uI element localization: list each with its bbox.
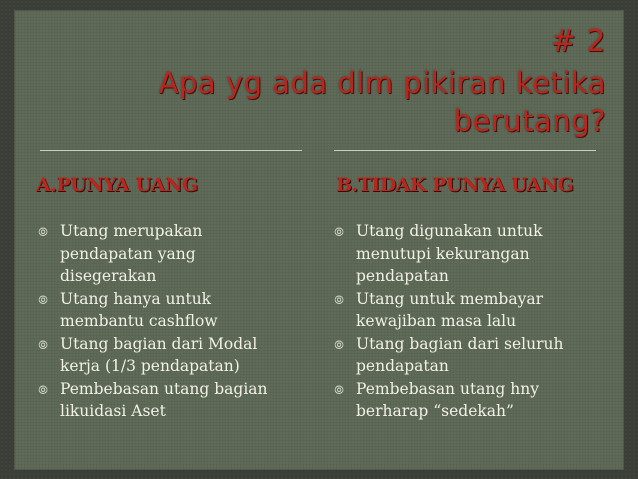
divider-left [40,150,302,151]
column-heading-punya-uang: A.PUNYA UANG [36,174,198,196]
target-bullet-icon: ⦾ [38,292,48,307]
list-item [34,378,284,423]
list-item [330,220,580,288]
column-heading-tidak-punya-uang: B.TIDAK PUNYA UANG [336,174,574,196]
target-bullet-icon: ⦾ [334,225,344,239]
list-item-text: Utang bagian dari seluruh pendapatan [356,334,564,375]
list-punya-uang [34,220,284,423]
list-item [330,378,580,423]
list-item [330,333,580,378]
list-item [34,333,284,378]
list-item-text: Utang untuk membayar kewajiban masa lalu [356,289,543,330]
list-item-text: Pembebasan utang bagian likuidasi Aset [60,379,268,420]
target-bullet-icon: ⦾ [334,292,344,307]
slide-title-line-1: Apa yg ada dlm pikiran ketika [158,66,606,100]
list-item [330,288,580,333]
target-bullet-icon: ⦾ [38,337,48,352]
target-bullet-icon: ⦾ [38,225,48,239]
list-tidak-punya-uang [330,220,580,423]
list-item-text: Utang bagian dari Modal kerja (1/3 pendapatan) [60,334,258,375]
target-bullet-icon: ⦾ [38,382,48,397]
target-bullet-icon: ⦾ [334,337,344,352]
list-item [34,288,284,333]
list-item-text: Utang digunakan untuk menutupi kekurangan pendapatan [356,222,543,285]
target-bullet-icon: ⦾ [334,382,344,397]
slide-title-line-2: berutang? [453,104,606,138]
list-item [34,220,284,288]
divider-right [334,150,596,151]
list-item-text: Pembebasan utang hny berharap “sedekah” [356,379,539,420]
list-item-text: Utang hanya untuk membantu cashflow [60,289,218,330]
slide-number: # 2 [550,24,606,59]
list-item-text: Utang merupakan pendapatan yang disegerakan [60,222,203,285]
